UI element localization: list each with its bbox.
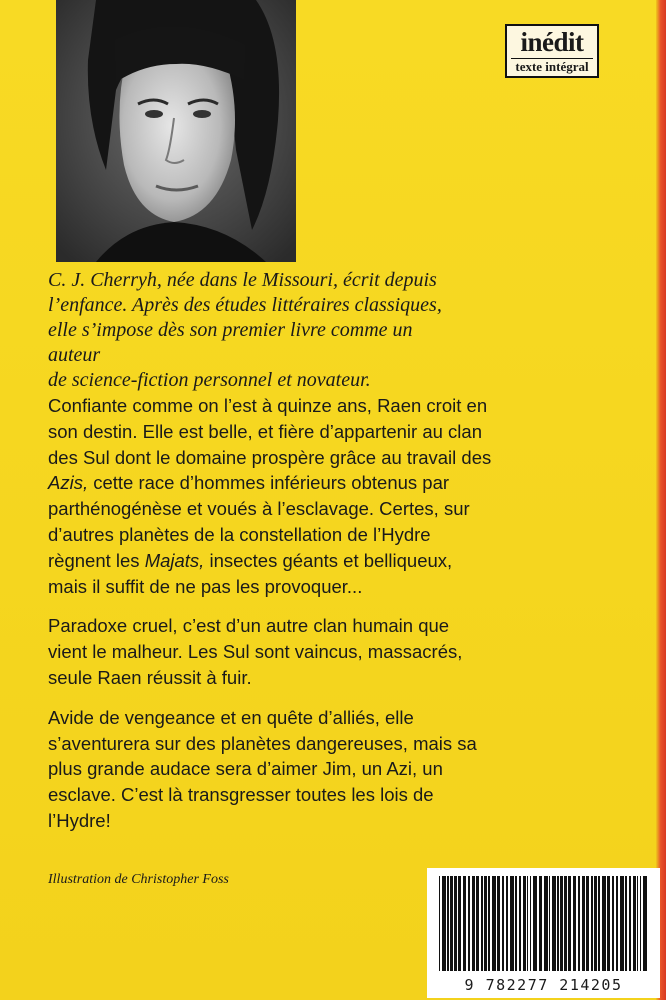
term-azis: Azis,	[48, 472, 89, 494]
barcode-bar	[620, 876, 624, 971]
barcode-bar	[539, 876, 542, 971]
barcode-bar	[625, 876, 627, 971]
summary-line: Paradoxe cruel, c’est d’un autre clan humain que	[48, 615, 450, 637]
barcode-bar	[463, 876, 466, 971]
author-bio	[48, 268, 468, 393]
barcode-bar	[523, 876, 526, 971]
barcode-bar	[481, 876, 483, 971]
barcode-bar	[616, 876, 618, 971]
badge-title: inédit	[520, 27, 584, 57]
summary-line: règnent les Majats, insectes géants et belliqueux,	[48, 549, 453, 571]
barcode-bar	[497, 876, 500, 971]
isbn-digits: 9 782277 214205	[464, 976, 623, 994]
summary-paragraph-3	[48, 705, 648, 834]
summary-line: seule Raen réussit à fuir.	[48, 666, 252, 688]
bio-line: de science-fiction personnel et novateur.	[48, 369, 371, 391]
barcode-bar	[533, 876, 537, 971]
bio-line: C. J. Cherryh, née dans le Missouri, écrit depuis	[48, 269, 437, 291]
barcode-bar	[544, 876, 548, 971]
summary-line: des Sul dont le domaine prospère grâce au travail des	[48, 446, 492, 468]
barcode-bar	[573, 876, 576, 971]
term-majats: Majats,	[144, 549, 205, 571]
inedit-badge	[505, 24, 599, 78]
barcode-bar	[476, 876, 479, 971]
barcode-bar	[560, 876, 563, 971]
summary-line: mais il suffit de ne pas les provoquer...	[48, 575, 363, 597]
barcode-bar	[564, 876, 567, 971]
summary-line: s’aventurera sur des planètes dangereuses, mais sa	[48, 732, 477, 754]
barcode-bar	[629, 876, 631, 971]
barcode-bar	[578, 876, 580, 971]
summary-line: son destin. Elle est belle, et fière d’appartenir au clan	[48, 420, 482, 442]
barcode-bar	[582, 876, 585, 971]
barcode-bar	[586, 876, 589, 971]
barcode-bar	[640, 876, 641, 971]
barcode-bar	[450, 876, 453, 971]
badge-subtitle: texte intégral	[511, 58, 593, 75]
summary-line: Avide de vengeance et en quête d’alliés, elle	[48, 706, 414, 728]
summary-line: parthénogénèse et voués à l’esclavage. Certes, sur	[48, 498, 470, 520]
barcode-bar	[506, 876, 508, 971]
barcode-bar	[591, 876, 593, 971]
barcode-bar	[602, 876, 606, 971]
barcode-bar	[612, 876, 614, 971]
barcode-bar	[472, 876, 475, 971]
barcode-bar	[442, 876, 446, 971]
book-summary	[48, 393, 648, 834]
barcode-bar	[549, 876, 550, 971]
barcode-bar	[598, 876, 600, 971]
author-photo	[56, 0, 296, 262]
bio-line: l’enfance. Après des études littéraires classiques,	[48, 294, 442, 316]
barcode-bar	[492, 876, 496, 971]
barcode-bar	[488, 876, 490, 971]
spine-edge	[656, 0, 666, 1000]
summary-line: plus grande audace sera d’aimer Jim, un Azi, un	[48, 758, 443, 780]
barcode-bar	[458, 876, 461, 971]
barcode-bar	[439, 876, 440, 971]
barcode-bar	[447, 876, 449, 971]
barcode-bar	[454, 876, 457, 971]
bio-line: elle s’impose dès son premier livre comme un auteur	[48, 319, 413, 366]
barcode-bar	[557, 876, 559, 971]
barcode-bar	[643, 876, 647, 971]
barcode-bar	[484, 876, 487, 971]
summary-line: Azis, cette race d’hommes inférieurs obtenus par	[48, 472, 450, 494]
barcode-bar	[530, 876, 531, 971]
summary-line: l’Hydre!	[48, 809, 111, 831]
barcode-bar	[515, 876, 517, 971]
author-portrait-image	[56, 0, 296, 262]
barcode-bar	[568, 876, 571, 971]
illustration-credit: Illustration de Christopher Foss	[48, 872, 229, 887]
summary-line: Confiante comme on l’est à quinze ans, Raen croit en	[48, 395, 488, 416]
barcode-bars	[437, 876, 650, 971]
barcode-bar	[637, 876, 638, 971]
barcode-bar	[607, 876, 610, 971]
barcode	[427, 868, 660, 998]
barcode-bar	[594, 876, 597, 971]
summary-line: esclave. C’est là transgresser toutes les lois de	[48, 784, 434, 806]
barcode-bar	[468, 876, 470, 971]
summary-paragraph-1	[48, 393, 648, 599]
summary-line: vient le malheur. Les Sul sont vaincus, massacrés,	[48, 641, 463, 663]
barcode-bar	[502, 876, 504, 971]
barcode-bar	[633, 876, 636, 971]
summary-line: d’autres planètes de la constellation de l’Hydre	[48, 523, 431, 545]
barcode-bar	[510, 876, 514, 971]
barcode-bar	[527, 876, 528, 971]
summary-paragraph-2	[48, 613, 648, 690]
barcode-bar	[552, 876, 556, 971]
barcode-bar	[519, 876, 521, 971]
